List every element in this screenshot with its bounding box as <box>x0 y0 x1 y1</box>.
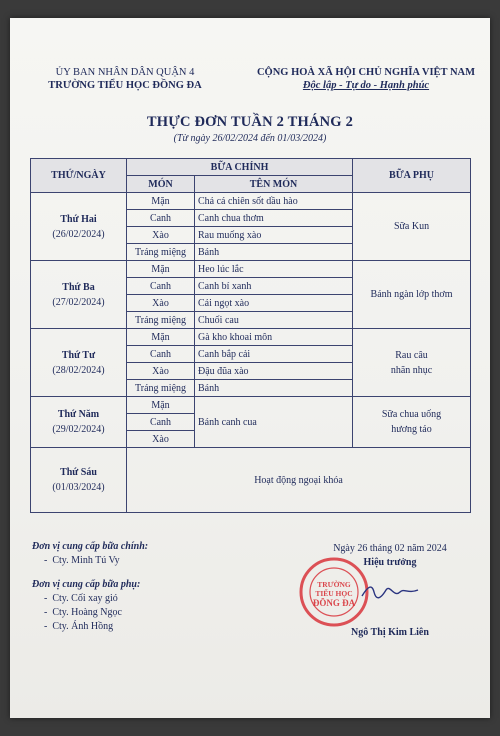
authority-name: ỦY BAN NHÂN DÂN QUẬN 4 <box>55 67 195 78</box>
side-meal-cell <box>353 329 471 397</box>
side-meal-line: nhãn nhục <box>390 364 433 376</box>
side-provider-item: - Cty. Ánh Hồng <box>44 621 114 632</box>
national-header <box>242 66 490 92</box>
day-name: Thứ Sáu <box>60 467 97 478</box>
dish-cell: Bánh canh cua <box>195 397 353 448</box>
dish-cell: Canh bắp cải <box>195 346 353 363</box>
dish-cell: Gà kho khoai môn <box>195 329 353 346</box>
category-cell: Mặn <box>127 397 195 414</box>
nation-name: CỘNG HOÀ XÃ HỘI CHỦ NGHĨA VIỆT NAM <box>256 67 476 78</box>
category-cell: Tráng miệng <box>127 312 195 329</box>
dish-cell: Canh chua thơm <box>195 210 353 227</box>
main-provider-heading: Đơn vị cung cấp bữa chính: <box>32 541 149 552</box>
side-provider-heading: Đơn vị cung cấp bữa phụ: <box>32 579 141 590</box>
day-date: (01/03/2024) <box>52 482 105 493</box>
day-cell <box>31 329 127 397</box>
header-day: THỨ/NGÀY <box>31 159 127 193</box>
document-title: THỰC ĐƠN TUẦN 2 THÁNG 2 <box>146 114 354 130</box>
handwritten-signature <box>360 580 420 604</box>
day-date: (27/02/2024) <box>52 296 105 308</box>
provider-name: Cty. Ánh Hồng <box>52 621 114 632</box>
provider-name: Cty. Minh Tú Vy <box>52 555 120 566</box>
category-cell: Tráng miệng <box>127 244 195 261</box>
day-date: (26/02/2024) <box>52 228 105 240</box>
dish-cell: Heo lúc lắc <box>195 261 353 278</box>
side-meal-cell: Sữa Kun <box>353 193 471 261</box>
svg-text:ĐỒNG ĐA: ĐỒNG ĐA <box>312 598 356 608</box>
category-cell: Mặn <box>127 329 195 346</box>
side-meal-cell <box>353 397 471 448</box>
provider-name: Cty. Cối xay gió <box>52 593 118 604</box>
table-row <box>31 193 471 210</box>
day-date: (29/02/2024) <box>52 424 105 435</box>
dish-cell: Canh bí xanh <box>195 278 353 295</box>
category-cell: Xào <box>127 295 195 312</box>
side-meal-line: hương táo <box>391 424 432 435</box>
day-date: (28/02/2024) <box>52 364 105 376</box>
signature-date: Ngày 26 tháng 02 năm 2024 <box>333 543 447 554</box>
dish-cell: Cải ngọt xào <box>195 295 353 312</box>
category-cell: Tráng miệng <box>127 380 195 397</box>
category-cell: Xào <box>127 431 195 448</box>
header-side-meal: BỮA PHỤ <box>353 159 471 193</box>
signer-name: Ngô Thị Kim Liên <box>351 627 429 638</box>
table-row <box>31 397 471 414</box>
day-cell <box>31 193 127 261</box>
issuer-block <box>40 66 210 92</box>
category-cell: Mặn <box>127 193 195 210</box>
svg-text:TIỂU HỌC: TIỂU HỌC <box>315 589 353 598</box>
side-meal-line: Sữa chua uống <box>381 409 442 420</box>
header-category: MÓN <box>127 176 195 193</box>
category-cell: Canh <box>127 414 195 431</box>
activity-cell: Hoạt động ngoại khóa <box>127 448 471 513</box>
dish-cell: Bánh <box>195 380 353 397</box>
svg-text:TRƯỜNG: TRƯỜNG <box>317 580 351 589</box>
national-motto: Độc lập - Tự do - Hạnh phúc <box>302 80 430 91</box>
header-main-meal: BỮA CHÍNH <box>127 159 353 176</box>
side-provider-item: - Cty. Hoàng Ngọc <box>44 607 122 618</box>
table-row <box>31 329 471 346</box>
day-name: Thứ Tư <box>61 349 96 361</box>
category-cell: Xào <box>127 363 195 380</box>
table-row <box>31 261 471 278</box>
day-cell <box>31 261 127 329</box>
dish-cell: Đậu đũa xào <box>195 363 353 380</box>
menu-table <box>30 158 471 513</box>
category-cell: Canh <box>127 346 195 363</box>
side-provider-item: - Cty. Cối xay gió <box>44 593 118 604</box>
day-cell <box>31 397 127 448</box>
dish-cell: Chả cá chiên sốt dầu hào <box>195 193 353 210</box>
day-name: Thứ Hai <box>60 213 97 225</box>
provider-name: Cty. Hoàng Ngọc <box>52 607 122 618</box>
dish-cell: Chuối cau <box>195 312 353 329</box>
providers-block <box>32 540 262 634</box>
header-dish: TÊN MÓN <box>195 176 353 193</box>
category-cell: Canh <box>127 278 195 295</box>
category-cell: Canh <box>127 210 195 227</box>
school-name: TRƯỜNG TIỂU HỌC ĐỒNG ĐA <box>48 80 202 91</box>
category-cell: Xào <box>127 227 195 244</box>
dish-cell: Bánh <box>195 244 353 261</box>
side-meal-cell: Bánh ngàn lớp thơm <box>353 261 471 329</box>
main-provider-item: - Cty. Minh Tú Vy <box>44 555 120 566</box>
day-name: Thứ Năm <box>57 409 100 420</box>
signer-role: Hiệu trưởng <box>363 557 417 568</box>
date-range: (Từ ngày 26/02/2024 đến 01/03/2024) <box>173 133 327 144</box>
document-page <box>10 18 490 718</box>
dish-cell: Rau muống xào <box>195 227 353 244</box>
day-name: Thứ Ba <box>62 281 95 293</box>
side-meal-line: Rau câu <box>395 349 428 361</box>
category-cell: Mặn <box>127 261 195 278</box>
day-cell <box>31 448 127 513</box>
table-row <box>31 448 471 513</box>
